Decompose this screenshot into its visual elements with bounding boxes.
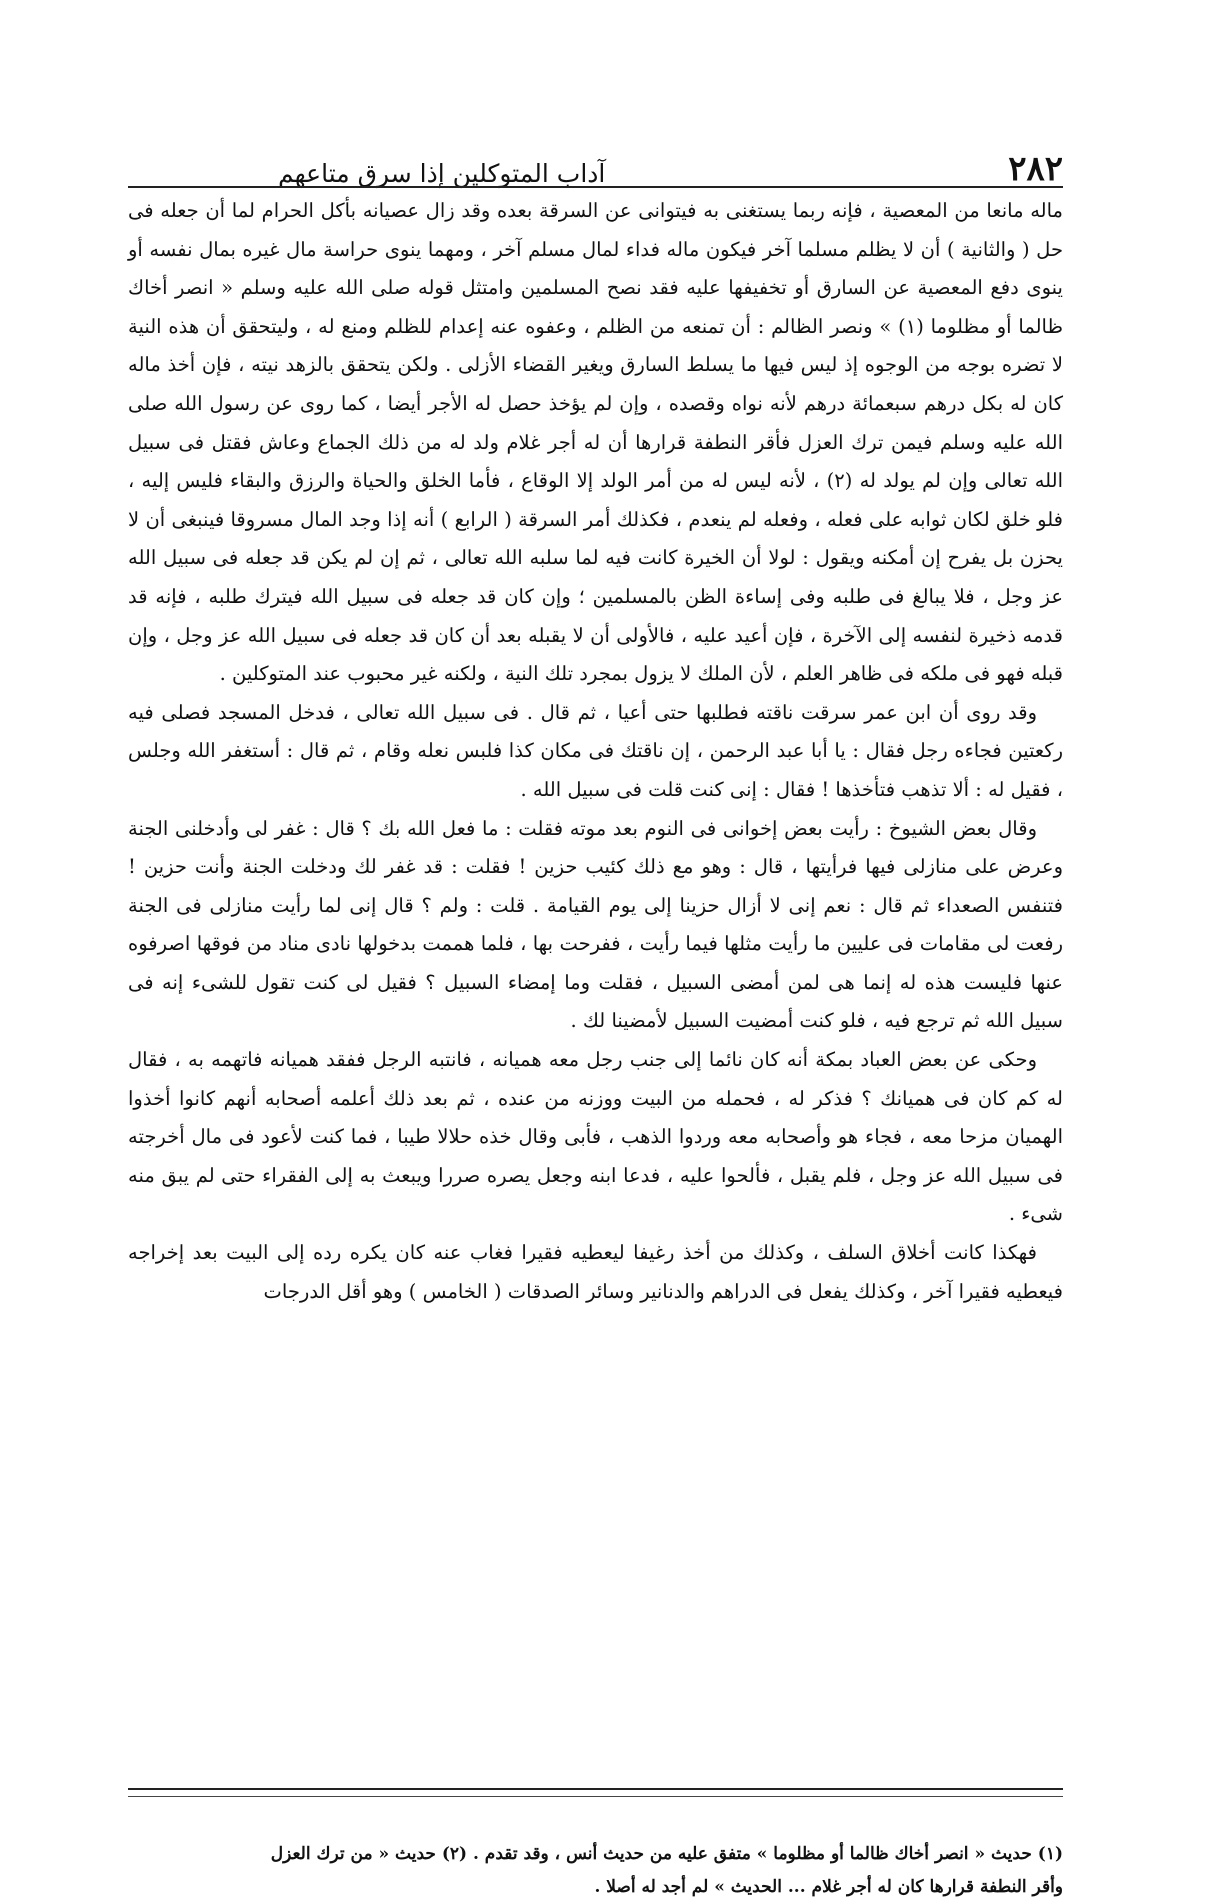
paragraph: فهكذا كانت أخلاق السلف ، وكذلك من أخذ رغيفا ليعطيه فقيرا فغاب عنه كان يكره رده إلى البيت بعد إخراجه فيعطيه فقيرا آخر ، وكذلك يفعل فى الدراهم والدنانير وسائر الصدقات ( الخامس ) وهو أقل الدرجات [128,1241,1063,1303]
header-rule [128,186,1063,188]
paragraph: ماله مانعا من المعصية ، فإنه ربما يستغنى به فيتوانى عن السرقة بعده وقد زال عصيانه بأكل الحرام لما أن جعله فى حل ( والثانية ) أن لا يظلم مسلما آخر فيكون ماله فداء لمال مسلم آخر ، ومهما ينوى حراسة مال غيره بمال نفسه أو ينوى دفع المعصية عن السارق أو تخفيفها عليه فقد نصح المسلمين وامتثل قوله صلى الله عليه وسلم « انصر أخاك ظالما أو مظلوما (١) » ونصر الظالم : أن تمنعه من الظلم ، وعفوه عنه إعدام للظلم ومنع له ، وليتحقق أن هذه النية لا تضره بوجه من الوجوه إذ ليس فيها ما يسلط السارق ويغير القضاء الأزلى . ولكن يتحقق بالزهد نيته ، فإن أخذ ماله كان له بكل درهم سبعمائة درهم لأنه نواه وقصده ، وإن لم يؤخذ حصل له الأجر أيضا ، كما روى عن رسول الله صلى الله عليه وسلم فيمن ترك العزل فأقر النطفة قرارها أن له أجر غلام ولد له من ذلك الجماع وعاش فقتل فى سبيل الله تعالى وإن لم يولد له (٢) ، لأنه ليس له من أمر الولد إلا الوقاع ، فأما الخلق والحياة والرزق والبقاء فليس إليه ، فلو خلق لكان ثوابه على فعله ، وفعله لم ينعدم ، فكذلك أمر السرقة ( الرابع ) أنه إذا وجد المال مسروقا فينبغى أن لا يحزن بل يفرح إن أمكنه ويقول : لولا أن الخيرة كانت فيه لما سلبه الله تعالى ، ثم إن لم يكن قد جعله فى سبيل الله عز وجل ، فلا يبالغ فى طلبه وفى إساءة الظن بالمسلمين ؛ وإن كان قد جعله فى سبيل الله فيترك طلبه ، فإنه قد قدمه ذخيرة لنفسه إلى الآخرة ، فإن أعيد عليه ، فالأولى أن لا يقبله بعد أن كان قد جعله فى سبيل الله عز وجل ، وإن قبله فهو فى ملكه فى ظاهر العلم ، لأن الملك لا يزول بمجرد تلك النية ، ولكنه غير محبوب عند المتوكلين . [128,199,1063,686]
footnote-line: (١) حديث « انصر أخاك ظالما أو مظلوما » متفق عليه من حديث أنس ، وقد تقدم . (٢) حديث « من ترك العزل [270,1844,1063,1864]
footnote-separator [128,1788,1063,1790]
page-number: ٢٨٢ [1008,149,1063,189]
paragraph: وحكى عن بعض العباد بمكة أنه كان نائما إلى جنب رجل معه هميانه ، فانتبه الرجل ففقد هميانه فاتهمه به ، فقال له كم كان فى هميانك ؟ فذكر له ، فحمله من البيت ووزنه من عنده ، ثم بعد ذلك أعلمه أصحابه أنهم كانوا أخذوا الهميان مزحا معه ، فجاء هو وأصحابه معه وردوا الذهب ، فأبى وقال خذه حلالا طيبا ، فما كنت لأعود فى مال أخرجته فى سبيل الله عز وجل ، فلم يقبل ، فألحوا عليه ، فدعا ابنه وجعل يصره صررا ويبعث به إلى الفقراء حتى لم يبق منه شىء . [128,1048,1063,1226]
paragraph: وقال بعض الشيوخ : رأيت بعض إخوانى فى النوم بعد موته فقلت : ما فعل الله بك ؟ قال : غفر لى وأدخلنى الجنة وعرض على منازلى فيها فرأيتها ، قال : وهو مع ذلك كئيب حزين ! فقلت : قد غفر لك ودخلت الجنة وأنت حزين ! فتنفس الصعداء ثم قال : نعم إنى لا أزال حزينا إلى يوم القيامة . قلت : ولم ؟ قال إنى لما رأيت منازلى فى الجنة رفعت لى مقامات فى عليين ما رأيت مثلها فيما رأيت ، ففرحت بها ، فلما هممت بدخولها نادى مناد من فوقها اصرفوه عنها فليست هذه له إنما هى لمن أمضى السبيل ، فقلت وما إمضاء السبيل ؟ فقيل لى كنت تقول للشىء إنه فى سبيل الله ثم ترجع فيه ، فلو كنت أمضيت السبيل لأمضينا لك . [128,816,1063,1033]
running-title: آداب المتوكلين إذا سرق متاعهم [278,159,606,188]
footnotes [128,1838,1063,1904]
page-header [128,136,1063,189]
main-text [128,192,1063,1311]
paragraph: وقد روى أن ابن عمر سرقت ناقته فطلبها حتى أعيا ، ثم قال . فى سبيل الله تعالى ، فدخل المسجد فصلى فيه ركعتين فجاءه رجل فقال : يا أبا عبد الرحمن ، إن ناقتك فى مكان كذا فلبس نعله وقام ، ثم قال : أستغفر الله وجلس ، فقيل له : ألا تذهب فتأخذها ! فقال : إنى كنت قلت فى سبيل الله . [128,700,1063,801]
footnote-line: وأقر النطفة قرارها كان له أجر غلام ... الحديث » لم أجد له أصلا . [594,1877,1063,1897]
footnote-separator-thin [128,1796,1063,1797]
